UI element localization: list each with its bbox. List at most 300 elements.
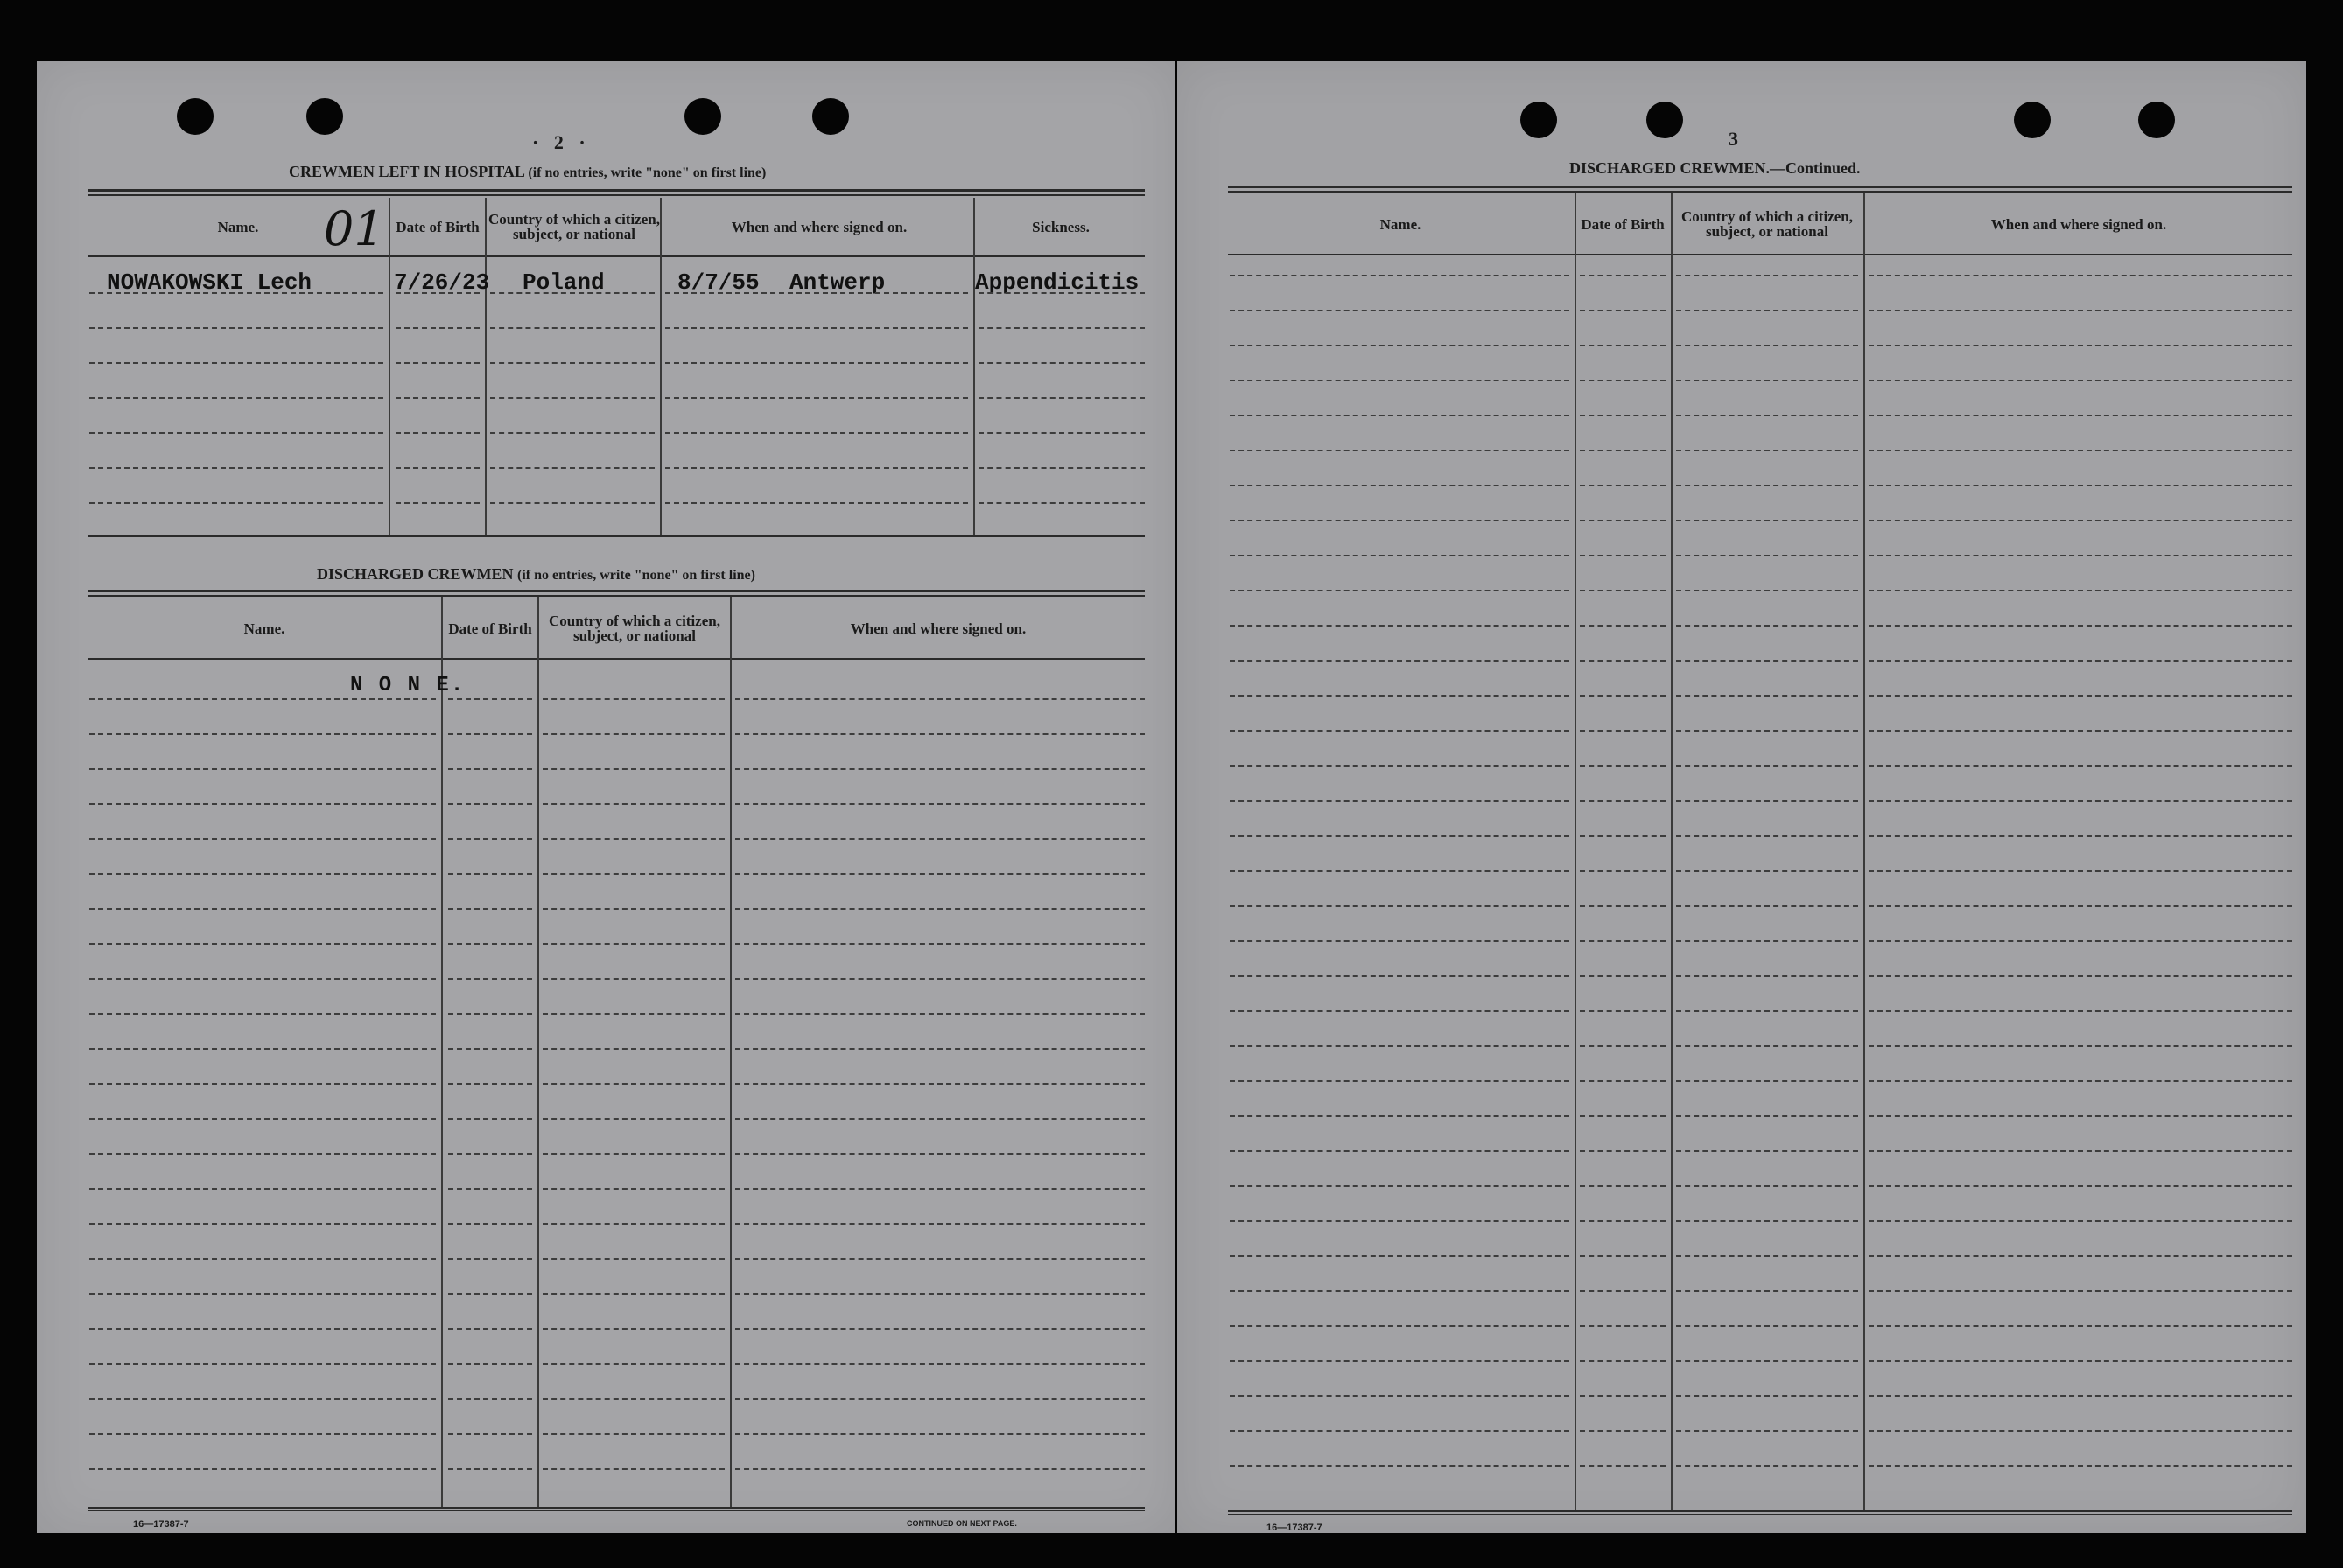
entry-line — [448, 1013, 532, 1015]
entry-line — [665, 432, 968, 434]
entry-line — [1580, 380, 1666, 382]
entry-line — [448, 1398, 532, 1400]
entry-line — [1230, 940, 1569, 942]
entry-line — [448, 908, 532, 910]
entry-line — [1580, 485, 1666, 486]
none-entry: N O N E. — [350, 674, 466, 697]
entry-line — [448, 1328, 532, 1330]
entry-line — [735, 1013, 1145, 1015]
entry-line — [1869, 730, 2292, 732]
col-header-name: Name. — [243, 620, 285, 637]
entry-line — [1676, 1360, 1858, 1362]
entry-line — [1676, 1115, 1858, 1116]
col-header-country: Country of which a citizen, subject, or national — [488, 211, 660, 242]
entry-line — [1676, 520, 1858, 522]
entry-line — [735, 873, 1145, 875]
entry-line — [1676, 380, 1858, 382]
handwritten-mark: 01 — [324, 201, 384, 256]
entry-line — [1869, 1325, 2292, 1326]
entry-line — [1580, 1010, 1666, 1012]
entry-line — [543, 943, 725, 945]
entry-line — [1676, 765, 1858, 766]
entry-line — [448, 838, 532, 840]
entry-line — [1869, 1220, 2292, 1222]
entry-line — [1869, 695, 2292, 696]
entry-line — [1230, 1395, 1569, 1396]
entry-line — [89, 1293, 436, 1295]
bottom-rule — [88, 1510, 1145, 1511]
entry-line — [1869, 975, 2292, 976]
entry-line — [1580, 730, 1666, 732]
header-rule — [88, 658, 1145, 660]
entry-line — [1869, 1255, 2292, 1256]
entry-line — [1676, 485, 1858, 486]
entry-line — [1676, 345, 1858, 346]
entry-line — [1580, 275, 1666, 276]
entry-line — [396, 467, 480, 469]
entry-line — [1869, 415, 2292, 416]
entry-line — [448, 733, 532, 735]
column-divider — [1863, 192, 1865, 1512]
col-header-name: Name. — [1379, 215, 1421, 233]
entry-line — [448, 1153, 532, 1155]
form-number: 16—17387-7 — [133, 1519, 189, 1530]
entry-line — [1230, 345, 1569, 346]
col-header-birth: Date of Birth — [448, 620, 532, 637]
entry-line — [89, 502, 383, 504]
entry-line — [89, 768, 436, 770]
entry-line — [1869, 520, 2292, 522]
top-rule — [1228, 186, 2292, 188]
col-header-country: Country of which a citizen, subject, or national — [549, 612, 720, 644]
entry-line — [396, 292, 480, 294]
top-rule — [88, 595, 1145, 597]
entry-line — [490, 362, 655, 364]
entry-line — [1676, 310, 1858, 312]
col-header-signed: When and where signed on. — [850, 620, 1027, 637]
entry-line — [1869, 905, 2292, 906]
entry-line — [89, 908, 436, 910]
entry-line — [735, 1258, 1145, 1260]
entry-line — [543, 698, 725, 700]
bottom-rule — [1228, 1510, 2292, 1512]
entry-line — [1230, 415, 1569, 416]
entry-line — [89, 327, 383, 329]
entry-line — [1580, 1115, 1666, 1116]
entry-line — [89, 1048, 436, 1050]
entry-line — [1869, 1045, 2292, 1046]
hospital-title-note: (if no entries, write "none" on first line) — [528, 165, 767, 180]
top-rule — [88, 590, 1145, 592]
entry-line — [1230, 450, 1569, 452]
entry-line — [1676, 590, 1858, 592]
entry-line — [1580, 345, 1666, 346]
entry-line — [1230, 310, 1569, 312]
entry-line — [735, 803, 1145, 805]
entry-line — [1869, 625, 2292, 626]
entry-line — [1230, 1465, 1569, 1466]
entry-line — [1580, 520, 1666, 522]
entry-line — [448, 803, 532, 805]
entry-line — [1230, 1115, 1569, 1116]
entry-line — [89, 1153, 436, 1155]
entry-line — [735, 1048, 1145, 1050]
entry-line — [448, 698, 532, 700]
entry-line — [89, 1328, 436, 1330]
column-divider — [537, 597, 539, 1508]
entry-line — [396, 362, 480, 364]
entry-line — [735, 838, 1145, 840]
entry-line — [89, 397, 383, 399]
entry-line — [735, 1223, 1145, 1225]
entry-line — [1230, 1045, 1569, 1046]
entry-line — [1869, 485, 2292, 486]
entry-line — [89, 432, 383, 434]
entry-line — [1580, 590, 1666, 592]
entry-line — [448, 1363, 532, 1365]
entry-line — [1230, 1010, 1569, 1012]
entry-line — [1869, 870, 2292, 872]
left-page — [37, 61, 1175, 1533]
entry-line — [543, 1398, 725, 1400]
entry-line — [1230, 275, 1569, 276]
entry-line — [490, 397, 655, 399]
entry-line — [1230, 625, 1569, 626]
entry-line — [1230, 555, 1569, 556]
entry-line — [89, 978, 436, 980]
entry-line — [543, 1363, 725, 1365]
punch-hole — [2014, 102, 2051, 138]
entry-line — [490, 327, 655, 329]
entry-birth: 7/26/23 — [394, 270, 490, 296]
entry-line — [1676, 730, 1858, 732]
entry-line — [89, 838, 436, 840]
entry-line — [448, 1293, 532, 1295]
entry-line — [1230, 660, 1569, 662]
entry-line — [735, 1363, 1145, 1365]
entry-line — [1580, 1360, 1666, 1362]
column-divider — [730, 597, 732, 1508]
entry-line — [543, 838, 725, 840]
entry-line — [89, 943, 436, 945]
entry-line — [1230, 485, 1569, 486]
column-divider — [973, 198, 975, 537]
entry-line — [543, 1433, 725, 1435]
entry-line — [1580, 1080, 1666, 1082]
entry-line — [1230, 1290, 1569, 1292]
entry-line — [1869, 1395, 2292, 1396]
entry-line — [448, 1258, 532, 1260]
page-number: · 2 · — [532, 131, 591, 153]
header-rule — [1228, 254, 2292, 256]
entry-line — [89, 733, 436, 735]
entry-line — [1580, 835, 1666, 836]
entry-line — [89, 1188, 436, 1190]
entry-line — [89, 1013, 436, 1015]
entry-line — [1676, 1220, 1858, 1222]
entry-line — [543, 768, 725, 770]
entry-signed-date: 8/7/55 — [677, 270, 760, 296]
entry-line — [89, 1468, 436, 1470]
entry-line — [1230, 905, 1569, 906]
entry-line — [1869, 555, 2292, 556]
entry-line — [665, 397, 968, 399]
punch-hole — [684, 98, 721, 135]
entry-name: NOWAKOWSKI Lech — [107, 270, 312, 296]
entry-line — [89, 362, 383, 364]
punch-hole — [812, 98, 849, 135]
entry-line — [490, 432, 655, 434]
discharged-continued-title: DISCHARGED CREWMEN.—Continued. — [1569, 159, 1861, 177]
entry-line — [1676, 1325, 1858, 1326]
entry-line — [448, 1433, 532, 1435]
entry-line — [1580, 450, 1666, 452]
punch-hole — [1646, 102, 1683, 138]
entry-line — [1676, 1080, 1858, 1082]
entry-line — [735, 698, 1145, 700]
entry-line — [1580, 1395, 1666, 1396]
entry-line — [543, 978, 725, 980]
entry-line — [396, 502, 480, 504]
entry-line — [396, 397, 480, 399]
entry-line — [1230, 520, 1569, 522]
entry-line — [1676, 835, 1858, 836]
entry-line — [1230, 800, 1569, 802]
entry-line — [1230, 380, 1569, 382]
right-page — [1177, 61, 2306, 1533]
entry-line — [1676, 450, 1858, 452]
entry-line — [1676, 1255, 1858, 1256]
entry-line — [1230, 1080, 1569, 1082]
entry-signed-place: Antwerp — [789, 270, 886, 296]
column-divider — [660, 198, 662, 537]
entry-line — [1580, 1220, 1666, 1222]
entry-line — [735, 1153, 1145, 1155]
entry-line — [665, 467, 968, 469]
entry-line — [448, 943, 532, 945]
entry-line — [1869, 1465, 2292, 1466]
entry-line — [735, 768, 1145, 770]
entry-line — [1869, 1150, 2292, 1152]
entry-country: Poland — [523, 270, 605, 296]
entry-line — [665, 502, 968, 504]
entry-line — [979, 432, 1145, 434]
entry-line — [1676, 695, 1858, 696]
entry-line — [1869, 1115, 2292, 1116]
entry-line — [89, 1258, 436, 1260]
entry-line — [448, 1118, 532, 1120]
entry-line — [448, 978, 532, 980]
entry-line — [1869, 590, 2292, 592]
entry-line — [1676, 975, 1858, 976]
entry-line — [735, 1433, 1145, 1435]
entry-line — [1676, 1045, 1858, 1046]
entry-line — [543, 1188, 725, 1190]
entry-line — [1230, 765, 1569, 766]
punch-hole — [2138, 102, 2175, 138]
entry-line — [735, 943, 1145, 945]
entry-line — [1676, 1395, 1858, 1396]
entry-line — [1580, 870, 1666, 872]
entry-line — [1230, 1430, 1569, 1432]
entry-line — [89, 1433, 436, 1435]
entry-line — [979, 502, 1145, 504]
entry-line — [543, 1083, 725, 1085]
entry-line — [1676, 1290, 1858, 1292]
header-rule — [88, 256, 1145, 257]
entry-line — [1230, 1150, 1569, 1152]
entry-line — [89, 292, 383, 294]
entry-line — [1580, 1430, 1666, 1432]
entry-line — [979, 362, 1145, 364]
entry-line — [1580, 695, 1666, 696]
entry-line — [396, 327, 480, 329]
entry-line — [448, 873, 532, 875]
entry-line — [1869, 940, 2292, 942]
top-rule — [88, 189, 1145, 192]
entry-line — [1580, 660, 1666, 662]
continued-note: CONTINUED ON NEXT PAGE. — [907, 1519, 1017, 1528]
entry-line — [1869, 380, 2292, 382]
entry-line — [1580, 975, 1666, 976]
entry-line — [1230, 870, 1569, 872]
entry-line — [1580, 1150, 1666, 1152]
entry-line — [1869, 450, 2292, 452]
entry-line — [1580, 1255, 1666, 1256]
entry-line — [543, 1153, 725, 1155]
entry-line — [543, 1293, 725, 1295]
entry-line — [735, 1328, 1145, 1330]
entry-line — [1580, 905, 1666, 906]
entry-line — [448, 1188, 532, 1190]
entry-line — [1869, 800, 2292, 802]
entry-line — [543, 733, 725, 735]
entry-line — [543, 1468, 725, 1470]
punch-hole — [306, 98, 343, 135]
entry-line — [1580, 800, 1666, 802]
entry-line — [735, 1083, 1145, 1085]
entry-line — [490, 502, 655, 504]
col-header-birth: Date of Birth — [396, 218, 480, 235]
entry-line — [1676, 415, 1858, 416]
entry-line — [1230, 975, 1569, 976]
entry-line — [665, 327, 968, 329]
entry-line — [979, 292, 1145, 294]
entry-line — [89, 1118, 436, 1120]
entry-line — [1869, 1430, 2292, 1432]
entry-line — [490, 467, 655, 469]
entry-line — [448, 1083, 532, 1085]
entry-line — [735, 1293, 1145, 1295]
entry-line — [979, 467, 1145, 469]
entry-line — [735, 1398, 1145, 1400]
entry-line — [89, 1398, 436, 1400]
col-header-birth: Date of Birth — [1581, 215, 1665, 233]
entry-line — [543, 1258, 725, 1260]
entry-line — [1869, 765, 2292, 766]
entry-line — [89, 698, 436, 700]
entry-line — [1676, 1430, 1858, 1432]
entry-line — [1869, 275, 2292, 276]
column-divider — [485, 198, 487, 537]
punch-hole — [177, 98, 214, 135]
entry-line — [979, 397, 1145, 399]
entry-line — [1676, 940, 1858, 942]
entry-line — [1230, 835, 1569, 836]
entry-line — [1676, 1185, 1858, 1186]
entry-line — [1230, 1325, 1569, 1326]
column-divider — [1671, 192, 1673, 1512]
entry-line — [1230, 1360, 1569, 1362]
entry-line — [979, 327, 1145, 329]
section-rule — [88, 536, 1145, 537]
entry-line — [1230, 1255, 1569, 1256]
entry-line — [448, 1048, 532, 1050]
entry-line — [1580, 1325, 1666, 1326]
entry-line — [1676, 625, 1858, 626]
entry-line — [1230, 730, 1569, 732]
col-header-country: Country of which a citizen, subject, or national — [1681, 208, 1853, 240]
discharged-title-note: (if no entries, write "none" on first line) — [517, 568, 755, 583]
col-header-signed: When and where signed on. — [1990, 215, 2167, 233]
entry-line — [1230, 1185, 1569, 1186]
entry-line — [396, 432, 480, 434]
entry-line — [1869, 1360, 2292, 1362]
entry-line — [1580, 1185, 1666, 1186]
entry-line — [89, 467, 383, 469]
entry-line — [1869, 660, 2292, 662]
column-divider — [1575, 192, 1576, 1512]
bottom-rule — [88, 1507, 1145, 1508]
entry-line — [448, 1223, 532, 1225]
entry-line — [1676, 1150, 1858, 1152]
entry-line — [735, 733, 1145, 735]
top-rule — [88, 194, 1145, 196]
form-number: 16—17387-7 — [1266, 1522, 1322, 1533]
entry-line — [1676, 555, 1858, 556]
col-header-sickness: Sickness. — [1032, 218, 1090, 235]
entry-line — [89, 1083, 436, 1085]
entry-line — [665, 362, 968, 364]
entry-line — [89, 803, 436, 805]
bottom-rule — [1228, 1514, 2292, 1515]
entry-line — [1869, 1010, 2292, 1012]
entry-line — [543, 873, 725, 875]
column-divider — [441, 597, 443, 1508]
entry-line — [1869, 1290, 2292, 1292]
entry-line — [1676, 1010, 1858, 1012]
entry-line — [1580, 940, 1666, 942]
entry-line — [1869, 1185, 2292, 1186]
entry-line — [735, 1188, 1145, 1190]
entry-line — [1676, 800, 1858, 802]
entry-line — [1869, 345, 2292, 346]
entry-line — [1869, 835, 2292, 836]
entry-line — [735, 978, 1145, 980]
entry-line — [543, 1118, 725, 1120]
entry-line — [1676, 275, 1858, 276]
entry-line — [735, 1118, 1145, 1120]
entry-line — [89, 1363, 436, 1365]
col-header-name: Name. — [217, 218, 259, 235]
entry-line — [490, 292, 655, 294]
entry-line — [1676, 660, 1858, 662]
entry-line — [1580, 310, 1666, 312]
entry-line — [1676, 1465, 1858, 1466]
entry-line — [1580, 415, 1666, 416]
entry-line — [543, 1048, 725, 1050]
entry-line — [448, 1468, 532, 1470]
